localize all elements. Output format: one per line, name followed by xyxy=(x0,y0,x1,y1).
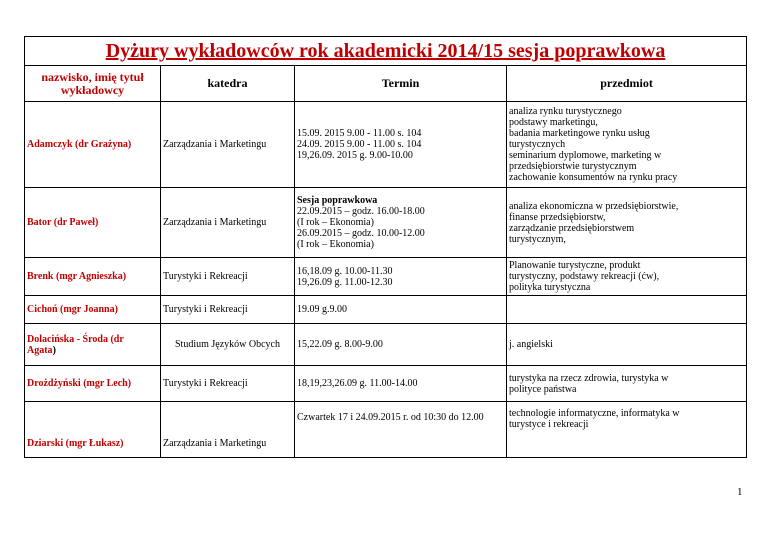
header-term: Termin xyxy=(295,66,507,102)
subject-cell xyxy=(507,188,747,258)
department-cell: Turystyki i Rekreacji xyxy=(161,366,295,402)
term-line: Sesja poprawkowa xyxy=(297,195,378,206)
name-rest: Agata xyxy=(27,344,53,356)
duty-table xyxy=(24,36,747,458)
term-cell xyxy=(295,324,507,366)
term-line: 16,18.09 g. 10.00-11.30 xyxy=(297,265,393,277)
subject-line: turystycznych xyxy=(509,139,566,150)
subject-cell xyxy=(507,102,747,188)
subject-line: polityka turystyczna xyxy=(509,282,591,293)
term-line: 24.09. 2015 9.00 - 11.00 s. 104 xyxy=(297,139,422,150)
page-number: 1 xyxy=(737,486,743,498)
subject-line: j. angielski xyxy=(509,339,553,350)
term-cell xyxy=(295,366,507,402)
title-row xyxy=(25,37,747,66)
table-row xyxy=(25,324,747,366)
table-row xyxy=(25,102,747,188)
lecturer-name: Bator (dr Paweł) xyxy=(25,188,161,258)
header-department: katedra xyxy=(161,66,295,102)
subject-line: przedsiębiorstwie turystycznym xyxy=(509,161,637,172)
name-main: Dolacińska - Środa (dr xyxy=(27,333,124,345)
term-cell xyxy=(295,102,507,188)
table-row xyxy=(25,296,747,324)
term-cell xyxy=(295,296,507,324)
term-line: 19,26.09 g. 11.00-12.30 xyxy=(297,276,393,288)
page-title: Dyżury wykładowców rok akademicki 2014/15 sesja poprawkowa xyxy=(25,37,747,66)
term-cell xyxy=(295,258,507,296)
department-cell: Zarządzania i Marketingu xyxy=(161,188,295,258)
term-line: 19,26.09. 2015 g. 9.00-10.00 xyxy=(297,150,413,161)
subject-line: finanse przedsiębiorstw, xyxy=(509,211,606,223)
department-cell: Zarządzania i Marketingu xyxy=(161,402,295,458)
subject-line: technologie informatyczne, informatyka w xyxy=(509,408,680,419)
term-line: (I rok – Ekonomia) xyxy=(297,217,374,228)
department-cell: Studium Języków Obcych xyxy=(161,324,295,366)
lecturer-name: Cichoń (mgr Joanna) xyxy=(25,296,161,324)
header-row xyxy=(25,66,747,102)
lecturer-name xyxy=(25,324,161,366)
term-line: 26.09.2015 – godz. 10.00-12.00 xyxy=(297,228,425,239)
subject-line: analiza ekonomiczna w przedsiębiorstwie, xyxy=(509,200,679,212)
lecturer-name: Adamczyk (dr Grażyna) xyxy=(25,102,161,188)
subject-line: turystyczny, podstawy rekreacji (ćw), xyxy=(509,271,660,282)
department-cell: Turystyki i Rekreacji xyxy=(161,296,295,324)
subject-cell xyxy=(507,324,747,366)
lecturer-name: Brenk (mgr Agnieszka) xyxy=(25,258,161,296)
subject-line: turystycznym, xyxy=(509,233,566,245)
subject-cell xyxy=(507,366,747,402)
term-line: 18,19,23,26.09 g. 11.00-14.00 xyxy=(297,378,418,389)
name-close: ) xyxy=(52,344,56,356)
subject-cell xyxy=(507,258,747,296)
term-line: 22.09.2015 – godz. 16.00-18.00 xyxy=(297,206,425,217)
subject-line: turystyka na rzecz zdrowia, turystyka w xyxy=(509,372,669,384)
subject-line: podstawy marketingu, xyxy=(509,117,598,128)
term-cell xyxy=(295,188,507,258)
term-cell xyxy=(295,402,507,458)
table-row xyxy=(25,188,747,258)
table-row xyxy=(25,366,747,402)
subject-cell xyxy=(507,296,747,324)
term-line: 15,22.09 g. 8.00-9.00 xyxy=(297,339,383,350)
subject-line: seminarium dyplomowe, marketing w xyxy=(509,150,662,161)
department-cell: Zarządzania i Marketingu xyxy=(161,102,295,188)
subject-line: Planowanie turystyczne, produkt xyxy=(509,260,641,271)
subject-line: analiza rynku turystycznego xyxy=(509,106,622,117)
subject-cell xyxy=(507,402,747,458)
table-row xyxy=(25,258,747,296)
subject-line: polityce państwa xyxy=(509,383,577,395)
subject-line: turystyce i rekreacji xyxy=(509,419,589,430)
subject-line: badania marketingowe rynku usług xyxy=(509,128,650,139)
term-line: 19.09 g.9.00 xyxy=(297,304,347,315)
header-name: nazwisko, imię tytuł wykładowcy xyxy=(25,66,161,102)
lecturer-name: Dziarski (mgr Łukasz) xyxy=(25,402,161,458)
lecturer-name: Drożdżyński (mgr Lech) xyxy=(25,366,161,402)
table-row xyxy=(25,402,747,458)
department-cell: Turystyki i Rekreacji xyxy=(161,258,295,296)
term-line: (I rok – Ekonomia) xyxy=(297,239,374,250)
header-subject: przedmiot xyxy=(507,66,747,102)
subject-line: zarządzanie przedsiębiorstwem xyxy=(509,222,635,234)
term-line: Czwartek 17 i 24.09.2015 r. od 10:30 do 12.00 xyxy=(297,412,484,423)
term-line: 15.09. 2015 9.00 - 11.00 s. 104 xyxy=(297,128,422,139)
subject-line: zachowanie konsumentów na rynku pracy xyxy=(509,172,678,183)
